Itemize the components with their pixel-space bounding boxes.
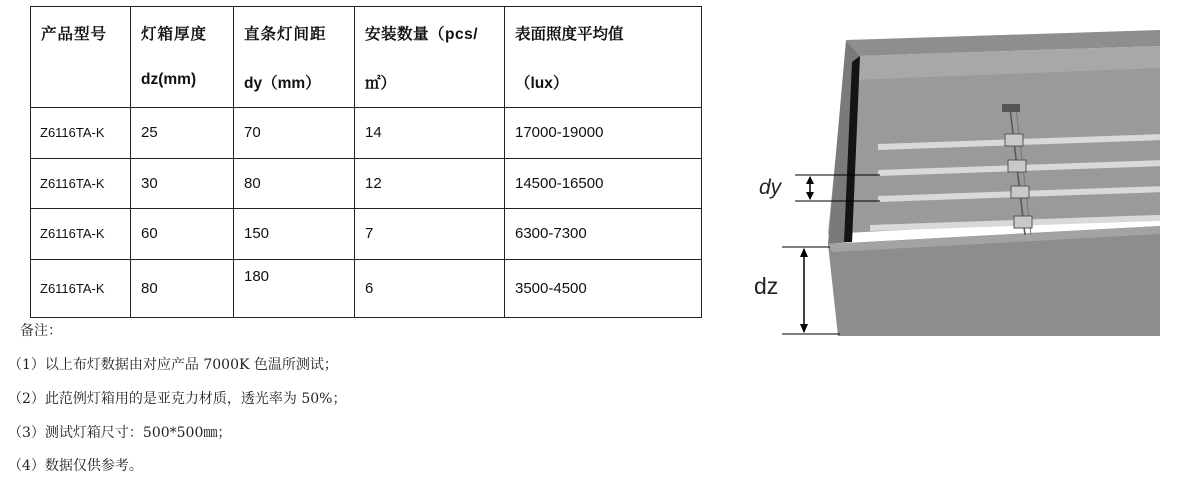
notes-title: 备注： [20, 323, 62, 339]
header-thickness: 灯箱厚度 dz(mm) [131, 7, 234, 108]
cell-model: Z6116TA-K [31, 108, 131, 159]
header-quantity: 安装数量（pcs/ ㎡） [355, 7, 505, 108]
dz-dimension [754, 247, 840, 334]
cell-quantity: 7 [355, 209, 505, 260]
cell-illuminance: 14500-16500 [505, 158, 702, 209]
note-item: （1）以上布灯数据由对应产品 7000K 色温所测试； [8, 357, 338, 373]
table-row [31, 209, 702, 260]
dy-label: dy [759, 176, 782, 199]
table-row [31, 158, 702, 209]
cell-spacing: 80 [234, 158, 355, 209]
note-item: （4）数据仅供参考。 [8, 458, 143, 474]
cell-model: Z6116TA-K [31, 209, 131, 260]
cell-model: Z6116TA-K [31, 259, 131, 318]
cell-spacing: 180 [234, 259, 355, 318]
note-item: （2）此范例灯箱用的是亚克力材质，透光率为 50%； [8, 391, 347, 407]
header-spacing: 直条灯间距 dy（mm） [234, 7, 355, 108]
cell-illuminance: 6300-7300 [505, 209, 702, 260]
cell-illuminance: 3500-4500 [505, 259, 702, 318]
cell-quantity: 6 [355, 259, 505, 318]
cell-spacing: 70 [234, 108, 355, 159]
cell-thickness: 60 [131, 209, 234, 260]
header-illuminance: 表面照度平均值 （lux） [505, 7, 702, 108]
table-row [31, 259, 702, 318]
header-model: 产品型号 [31, 7, 131, 108]
table-row [31, 108, 702, 159]
note-item: （3）测试灯箱尺寸：500*500㎜； [8, 425, 232, 441]
cell-thickness: 25 [131, 108, 234, 159]
table-header-row [31, 7, 702, 108]
cell-thickness: 30 [131, 158, 234, 209]
cell-model: Z6116TA-K [31, 158, 131, 209]
spec-table [30, 6, 702, 318]
cell-illuminance: 17000-19000 [505, 108, 702, 159]
box-floor [828, 58, 1160, 234]
cell-thickness: 80 [131, 259, 234, 318]
cell-spacing: 150 [234, 209, 355, 260]
cell-quantity: 14 [355, 108, 505, 159]
lightbox-diagram [740, 20, 1180, 350]
dz-label: dz [754, 273, 779, 299]
cell-quantity: 12 [355, 158, 505, 209]
